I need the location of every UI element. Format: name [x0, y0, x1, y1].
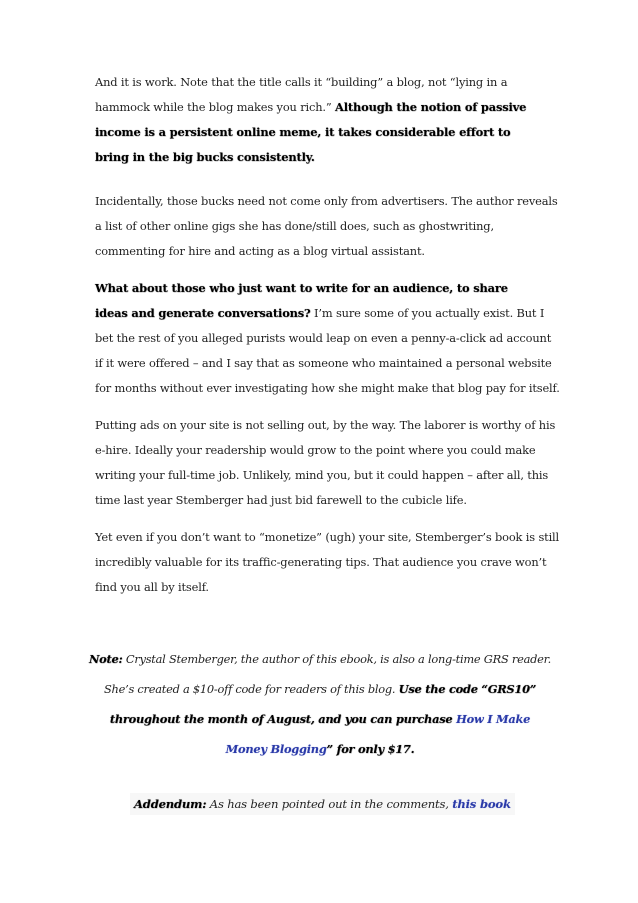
- paragraph-work: [95, 70, 555, 170]
- bold-text: ” for only $17.: [326, 742, 415, 756]
- bold-text: ideas and generate conversations?: [95, 306, 311, 320]
- text-segment: hammock while the blog makes you rich.”: [95, 100, 336, 114]
- text-segment: She’s created a $10-off code for readers of this blog.: [103, 682, 399, 696]
- bold-text: Although the notion of passive: [335, 100, 527, 114]
- bold-text: throughout the month of August, and you can purchase: [109, 712, 457, 726]
- text-line: [95, 488, 555, 513]
- addendum: [130, 793, 515, 815]
- bold-text: What about those who just want to write for an audience, to share: [95, 281, 508, 295]
- text-segment: Yet even if you don’t want to “monetize” (ugh) your site, Stemberger’s book is still: [95, 530, 560, 544]
- text-segment: if it were offered – and I say that as someone who maintained a personal website: [95, 356, 552, 370]
- text-segment: Crystal Stemberger, the author of this ebook, is also a long-time GRS reader.: [122, 652, 551, 666]
- text-line: [95, 525, 560, 550]
- bold-text: bring in the big bucks consistently.: [95, 150, 315, 164]
- text-line: [95, 351, 555, 376]
- note-box: [80, 644, 560, 764]
- paragraph-monetize: [95, 525, 560, 600]
- text-line: [95, 326, 555, 351]
- text-line: [95, 575, 555, 600]
- text-segment: bet the rest of you alleged purists would leap on even a penny-a-click ad account: [95, 331, 552, 345]
- this-book-link[interactable]: this book: [452, 797, 511, 811]
- addendum-label: Addendum:: [134, 797, 207, 811]
- text-line: [80, 704, 560, 734]
- bold-text: Note:: [89, 652, 123, 666]
- text-segment: time last year Stemberger had just bid farewell to the cubicle life.: [95, 493, 467, 507]
- text-line: [95, 239, 555, 264]
- text-segment: incredibly valuable for its traffic-generating tips. That audience you crave won’t: [95, 555, 547, 569]
- text-line: [95, 189, 558, 214]
- text-line: [95, 301, 555, 326]
- ebook-link[interactable]: How I Make: [456, 712, 531, 726]
- text-line: [80, 674, 560, 704]
- paragraph-incidentally: [95, 189, 558, 264]
- text-line: [95, 463, 555, 488]
- text-line: [95, 376, 560, 401]
- ebook-link[interactable]: Money Blogging: [225, 742, 327, 756]
- text-line: [80, 644, 560, 674]
- text-segment: for months without ever investigating how she might make that blog pay for itself.: [95, 381, 560, 395]
- paragraph-audience: [95, 276, 560, 401]
- text-segment: writing your full-time job. Unlikely, mind you, but it could happen – after all, this: [95, 468, 549, 482]
- text-segment: e-hire. Ideally your readership would grow to the point where you could make: [95, 443, 536, 457]
- bold-text: income is a persistent online meme, it takes considerable effort to: [95, 125, 511, 139]
- text-line: [95, 145, 555, 170]
- text-line: [95, 120, 555, 145]
- text-segment: And it is work. Note that the title calls it “building” a blog, not “lying in a: [95, 75, 508, 89]
- text-line: [80, 734, 560, 764]
- bold-text: Use the code “GRS10”: [398, 682, 537, 696]
- text-segment: Incidentally, those bucks need not come only from advertisers. The author reveals: [95, 194, 558, 208]
- text-line: [95, 70, 555, 95]
- text-segment: commenting for hire and acting as a blog virtual assistant.: [95, 244, 425, 258]
- text-line: [95, 413, 555, 438]
- text-line: [95, 95, 555, 120]
- text-line: [95, 550, 555, 575]
- text-segment: a list of other online gigs she has done/still does, such as ghostwriting,: [95, 219, 494, 233]
- text-line: [95, 438, 555, 463]
- text-segment: Putting ads on your site is not selling out, by the way. The laborer is worthy of his: [95, 418, 556, 432]
- paragraph-ads: [95, 413, 555, 513]
- text-line: [95, 214, 555, 239]
- addendum-text: As has been pointed out in the comments,: [206, 797, 453, 811]
- text-segment: find you all by itself.: [95, 580, 209, 594]
- text-segment: I’m sure some of you actually exist. But I: [310, 306, 545, 320]
- text-line: [95, 276, 555, 301]
